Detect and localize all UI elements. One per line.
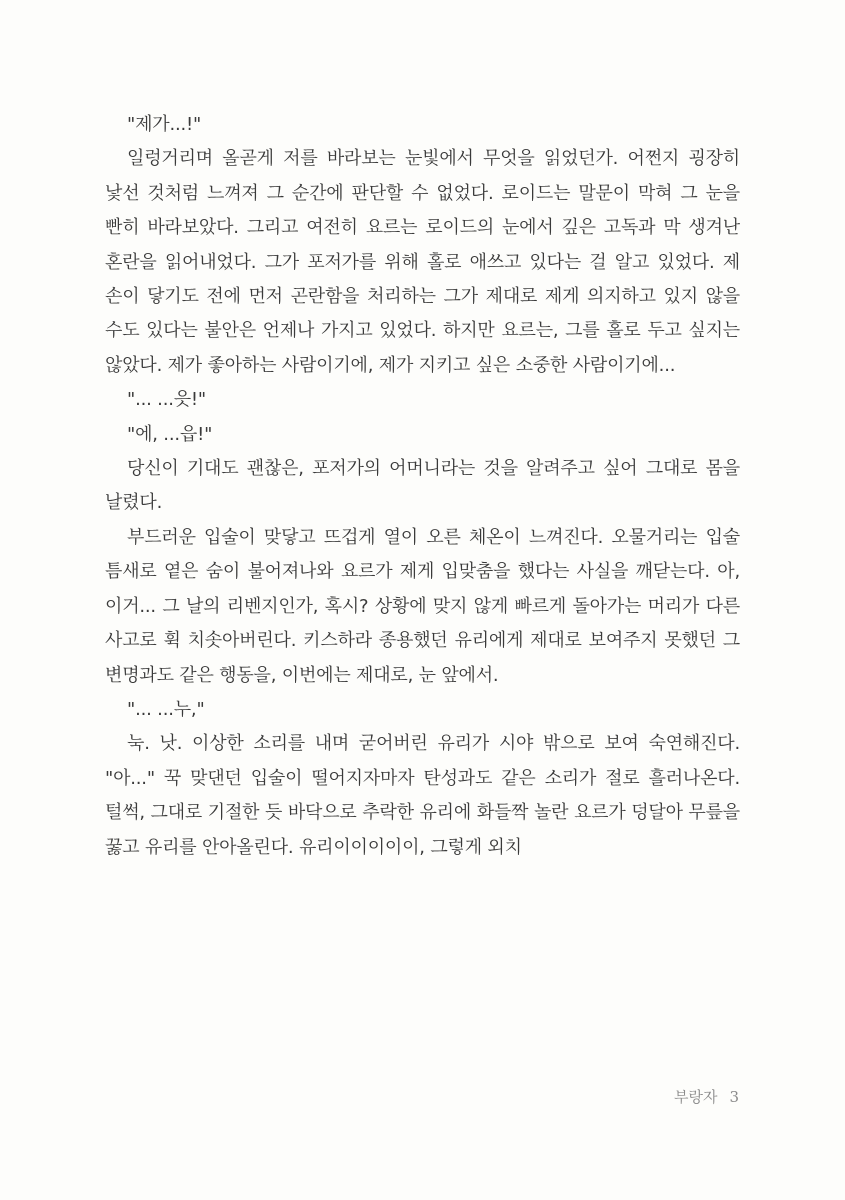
paragraph: "... ...읏!" xyxy=(127,389,207,411)
paragraph: 당신이 기대도 괜찮은, 포저가의 어머니라는 것을 알려주고 싶어 그대로 몸을 날렸다. xyxy=(105,458,740,514)
paragraph: 일렁거리며 올곧게 저를 바라보는 눈빛에서 무엇을 읽었던가. 어쩐지 굉장히 낯선 것처럼 느껴져 그 순간에 판단할 수 없었다. 로이드는 말문이 막혀 그 눈을 빤히 바라보았다. 그리고 여전히 요르는 로이드의 눈에서 깊은 고독과 막 생겨난 혼란을 읽어내었다. 그가 포저가를 위해 홀로 애쓰고 있다는 걸 알고 있었다. 제 손이 닿기도 전에 먼저 곤란함을 처리하는 그가 제대로 제게 의지하고 있지 않을 수도 있다는 불안은 언제나 가지고 있었다. 하지만 요르는, 그를 홀로 두고 싶지는 않았다. 제가 좋아하는 사람이기에, 제가 지키고 싶은 소중한 사람이기에... xyxy=(105,148,740,376)
paragraph: "제가...!" xyxy=(127,114,202,135)
paragraph: "... ...누," xyxy=(127,698,205,720)
running-title: 부랑자 xyxy=(673,1088,718,1106)
paragraph: "에, ...읍!" xyxy=(127,423,213,445)
page-number: 3 xyxy=(729,1088,739,1106)
page-footer xyxy=(674,1086,739,1107)
paragraph: 눅. 낫. 이상한 소리를 내며 굳어버린 유리가 시야 밖으로 보여 숙연해진다. "아..." 꾹 맞댄던 입술이 떨어지자마자 탄성과도 같은 소리가 절로 흘러나온다. 털썩, 그대로 기절한 듯 바닥으로 추락한 유리에 화들짝 놀란 요르가 덩달아 무릎을 꿇고 유리를 안아올린다. 유리이이이이이, 그렇게 외치 xyxy=(105,733,740,858)
paragraph: 부드러운 입술이 맞닿고 뜨겁게 열이 오른 체온이 느껴진다. 오물거리는 입술 틈새로 옅은 숨이 불어져나와 요르가 제게 입맞춤을 했다는 사실을 깨닫는다. 아, 이거... 그 날의 리벤지인가, 혹시? 상황에 맞지 않게 빠르게 돌아가는 머리가 다른 사고로 휙 치솟아버린다. 키스하라 종용했던 유리에게 제대로 보여주지 못했던 그 변명과도 같은 행동을, 이번에는 제대로, 눈 앞에서. xyxy=(105,526,740,686)
body-text xyxy=(105,108,740,865)
